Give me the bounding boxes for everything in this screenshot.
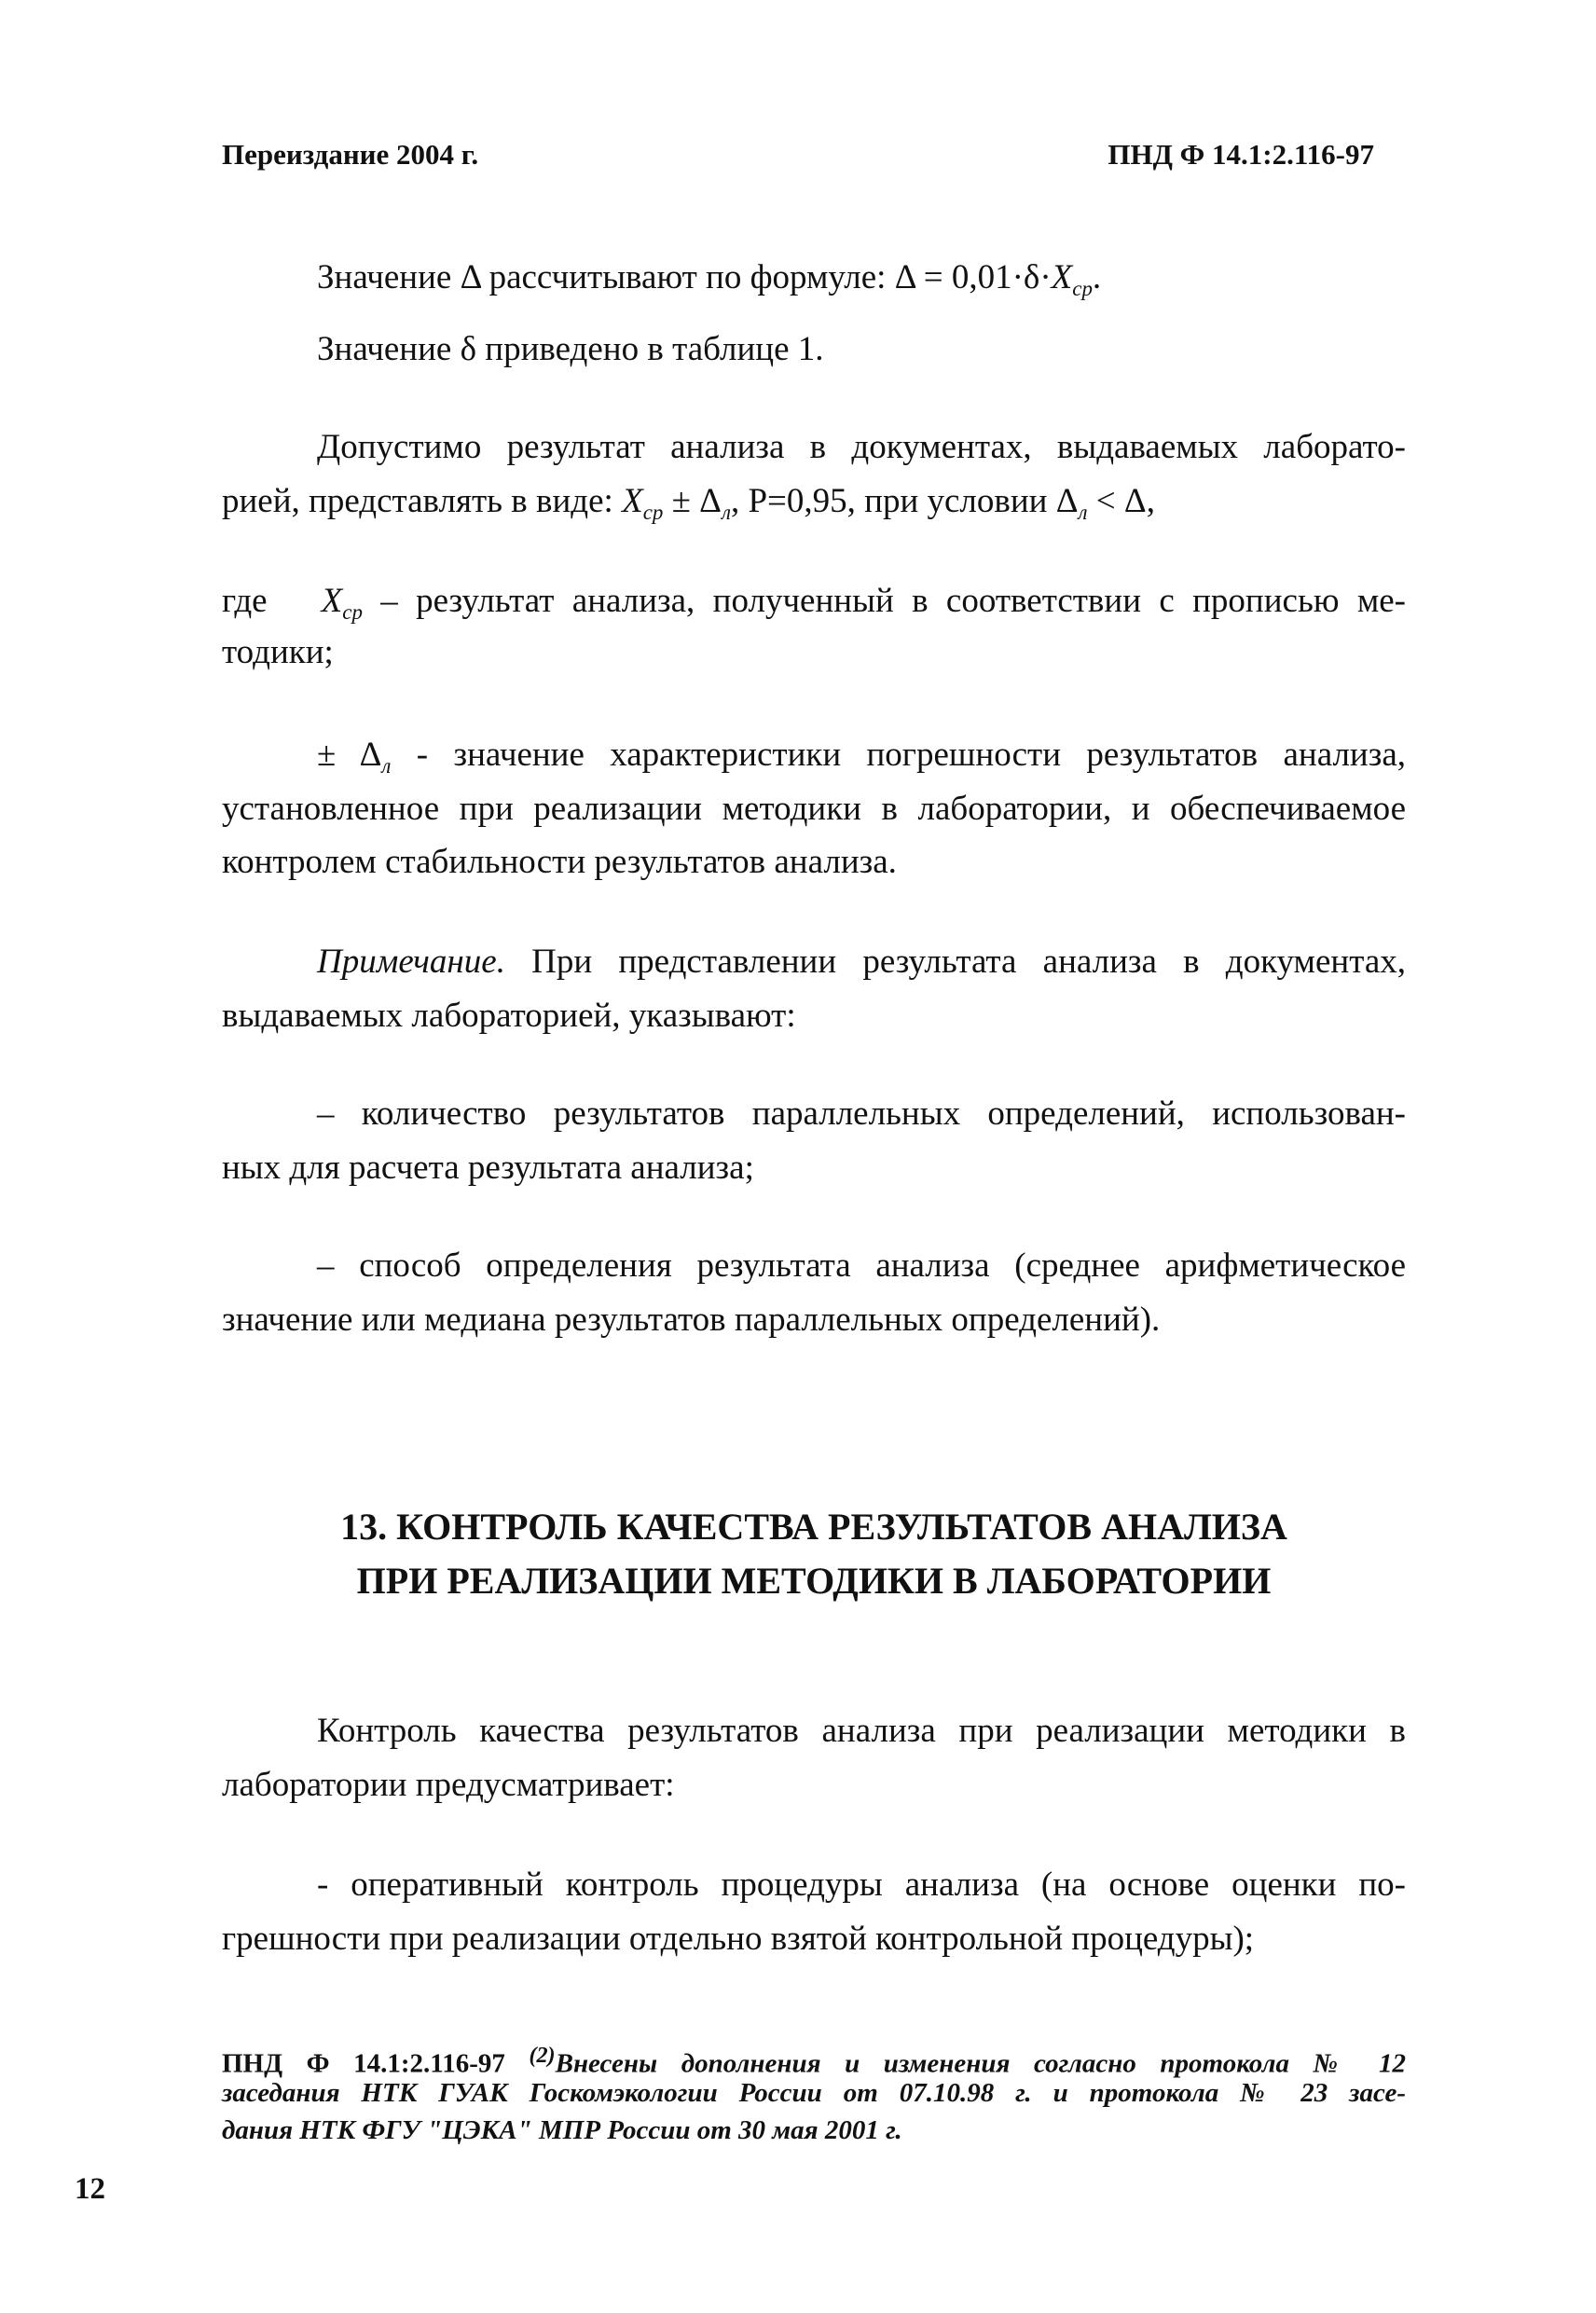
allowed-result-line-1: Допустимо результат анализа в документах, выдаваемых лаборато-	[317, 428, 1406, 466]
header-doc-code: ПНД Ф 14.1:2.116-97	[1108, 138, 1374, 171]
note-line-1: Примечание. При представлении результата анализа в документах,	[317, 943, 1406, 981]
note-line-2: выдаваемых лабораторией, указывают:	[222, 997, 796, 1035]
page-number: 12	[75, 2172, 105, 2206]
where-line-1: где $X_{ср}$ – результат анализа, полученный в соответствии с прописью ме-	[222, 582, 1406, 625]
operative-control-line-2: грешности при реализации отдельно взятой контрольной процедуры);	[222, 1920, 1255, 1958]
footnote-line-1: ПНД Ф 14.1:2.116-97 $^{(2)}$Внесены дополнения и изменения согласно протокола № 12	[222, 2043, 1406, 2079]
count-line-1: – количество результатов параллельных определений, использован-	[317, 1095, 1406, 1133]
delta-formula: Значение Δ рассчитывают по формуле: $\Delta = 0,01\cdot\delta\cdot X_{ср}$.	[317, 258, 1102, 301]
count-line-2: ных для расчета результата анализа;	[222, 1149, 754, 1187]
intro-line-2: лаборатории предусматривает:	[222, 1766, 675, 1804]
footnote-line-3: дания НТК ФГУ "ЦЭКА" МПР России от 30 мая 2001 г.	[222, 2115, 902, 2145]
allowed-result-line-2: рией, представлять в виде: $X_{ср} \pm \Delta_л$, P=0,95, при условии $\Delta_л < \Delta$,	[222, 482, 1155, 525]
operative-control-line-1: - оперативный контроль процедуры анализа (на основе оценки по-	[317, 1866, 1406, 1904]
intro-line-1: Контроль качества результатов анализа при реализации методики в	[317, 1712, 1406, 1750]
delta-table-ref: Значение δ приведено в таблице 1.	[317, 330, 824, 368]
method-line-1: – способ определения результата анализа (среднее арифметическое	[317, 1246, 1406, 1285]
pm-line-2: установленное при реализации методики в лаборатории, и обеспечиваемое	[222, 790, 1406, 828]
header-edition: Переиздание 2004 г.	[222, 138, 479, 171]
section-title-line-2: ПРИ РЕАЛИЗАЦИИ МЕТОДИКИ В ЛАБОРАТОРИИ	[356, 1560, 1272, 1602]
section-title-line-1: 13. КОНТРОЛЬ КАЧЕСТВА РЕЗУЛЬТАТОВ АНАЛИЗА	[340, 1506, 1287, 1548]
footnote-line-2: заседания НТК ГУАК Госкомэкологии России от 07.10.98 г. и протокола № 23 засе-	[222, 2078, 1406, 2108]
note-label: Примечание.	[317, 943, 505, 981]
pm-line-1: ± $\Delta_л$ - значение характеристики погрешности результатов анализа,	[317, 736, 1407, 778]
where-line-2: тодики;	[222, 633, 334, 671]
pm-line-3: контролем стабильности результатов анализа.	[222, 843, 897, 881]
method-line-2: значение или медиана результатов параллельных определений).	[222, 1301, 1161, 1339]
